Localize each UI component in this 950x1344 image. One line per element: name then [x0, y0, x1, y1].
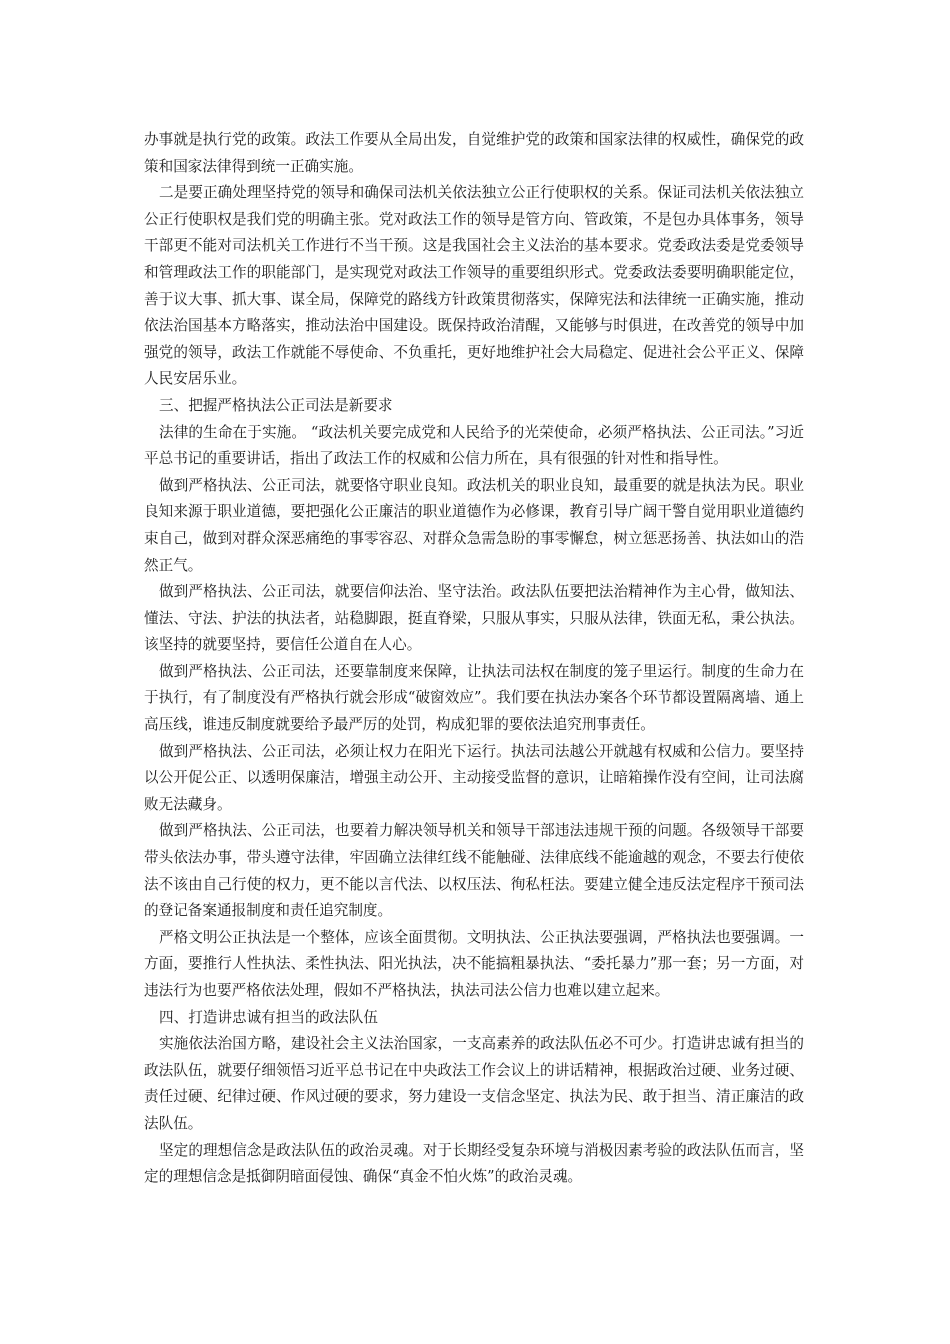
paragraph-7: 做到严格执法、公正司法，还要靠制度来保障，让执法司法权在制度的笼子里运行。制度的生命力在于执行，有了制度没有严格执行就会形成“破窗效应”。我们要在执法办案各个环节都设置隔离墙、通上高压线，谁违反制度就要给予最严厉的处罚，构成犯罪的要依法追究刑事责任。 [144, 662, 804, 734]
paragraph-12: 实施依法治国方略，建设社会主义法治国家，一支高素养的政法队伍必不可少。打造讲忠诚有担当的政法队伍，就要仔细领悟习近平总书记在中央政法工作会议上的讲话精神，根据政治过硬、业务过硬、责任过硬、纪律过硬、作风过硬的要求，努力建设一支信念坚定、执法为民、敢于担当、清正廉洁的政法队伍。 [144, 1035, 804, 1132]
section-heading-4: 四、打造讲忠诚有担当的政法队伍 [159, 1008, 378, 1026]
paragraph-6: 做到严格执法、公正司法，就要信仰法治、坚守法治。政法队伍要把法治精神作为主心骨，做知法、懂法、守法、护法的执法者，站稳脚跟，挺直脊梁，只服从事实，只服从法律，铁面无私，秉公执法。该坚持的就要坚持，要信任公道自在人心。 [144, 583, 804, 654]
paragraph-9: 做到严格执法、公正司法，也要着力解决领导机关和领导干部违法违规干预的问题。各级领导干部要带头依法办事，带头遵守法律，牢固确立法律红线不能触碰、法律底线不能逾越的观念，不要去行使依法不该由自己行使的权力，更不能以言代法、以权压法、徇私枉法。要建立健全违反法定程序干预司法的登记备案通报制度和责任追究制度。 [144, 822, 804, 920]
document-page [144, 127, 804, 1191]
paragraph-2: 二是要正确处理坚持党的领导和确保司法机关依法独立公正行使职权的关系。保证司法机关依法独立公正行使职权是我们党的明确主张。党对政法工作的领导是管方向、管政策，不是包办具体事务，领导干部更不能对司法机关工作进行不当干预。这是我国社会主义法治的基本要求。党委政法委是党委领导和管理政法工作的职能部门，是实现党对政法工作领导的重要组织形式。党委政法委要明确职能定位，善于议大事、抓大事、谋全局，保障党的路线方针政策贯彻落实，保障宪法和法律统一正确实施，推动依法治国基本方略落实，推动法治中国建设。既保持政治清醒，又能够与时俱进，在改善党的领导中加强党的领导，政法工作就能不辱使命、不负重托，更好地维护社会大局稳定、促进社会公平正义、保障人民安居乐业。 [144, 184, 804, 388]
paragraph-1: 办事就是执行党的政策。政法工作要从全局出发，自觉维护党的政策和国家法律的权威性，确保党的政策和国家法律得到统一正确实施。 [144, 131, 804, 175]
paragraph-10: 严格文明公正执法是一个整体，应该全面贯彻。文明执法、公正执法要强调，严格执法也要强调。一方面，要推行人性执法、柔性执法、阳光执法，决不能搞粗暴执法、“委托暴力”那一套；另一方面，对违法行为也要严格依法处理，假如不严格执法，执法司法公信力也难以建立起来。 [144, 928, 804, 999]
paragraph-13: 坚定的理想信念是政法队伍的政治灵魂。对于长期经受复杂环境与消极因素考验的政法队伍而言，坚定的理想信念是抵御阴暗面侵蚀、确保“真金不怕火炼”的政治灵魂。 [144, 1141, 804, 1186]
paragraph-8: 做到严格执法、公正司法，必须让权力在阳光下运行。执法司法越公开就越有权威和公信力。要坚持以公开促公正、以透明保廉洁，增强主动公开、主动接受监督的意识，让暗箱操作没有空间，让司法腐败无法藏身。 [144, 742, 804, 813]
paragraph-5: 做到严格执法、公正司法，就要恪守职业良知。政法机关的职业良知，最重要的就是执法为民。职业良知来源于职业道德，要把强化公正廉洁的职业道德作为必修课，教育引导广阔干警自觉用职业道德约束自己，做到对群众深恶痛绝的事零容忍、对群众急需急盼的事零懈怠，树立惩恶扬善、执法如山的浩然正气。 [144, 476, 804, 574]
paragraph-4: 法律的生命在于实施。 “政法机关要完成党和人民给予的光荣使命，必须严格执法、公正司法。”习近平总书记的重要讲话，指出了政法工作的权威和公信力所在，具有很强的针对性和指导性。 [144, 423, 804, 468]
section-heading-3: 三、把握严格执法公正司法是新要求 [159, 396, 393, 414]
